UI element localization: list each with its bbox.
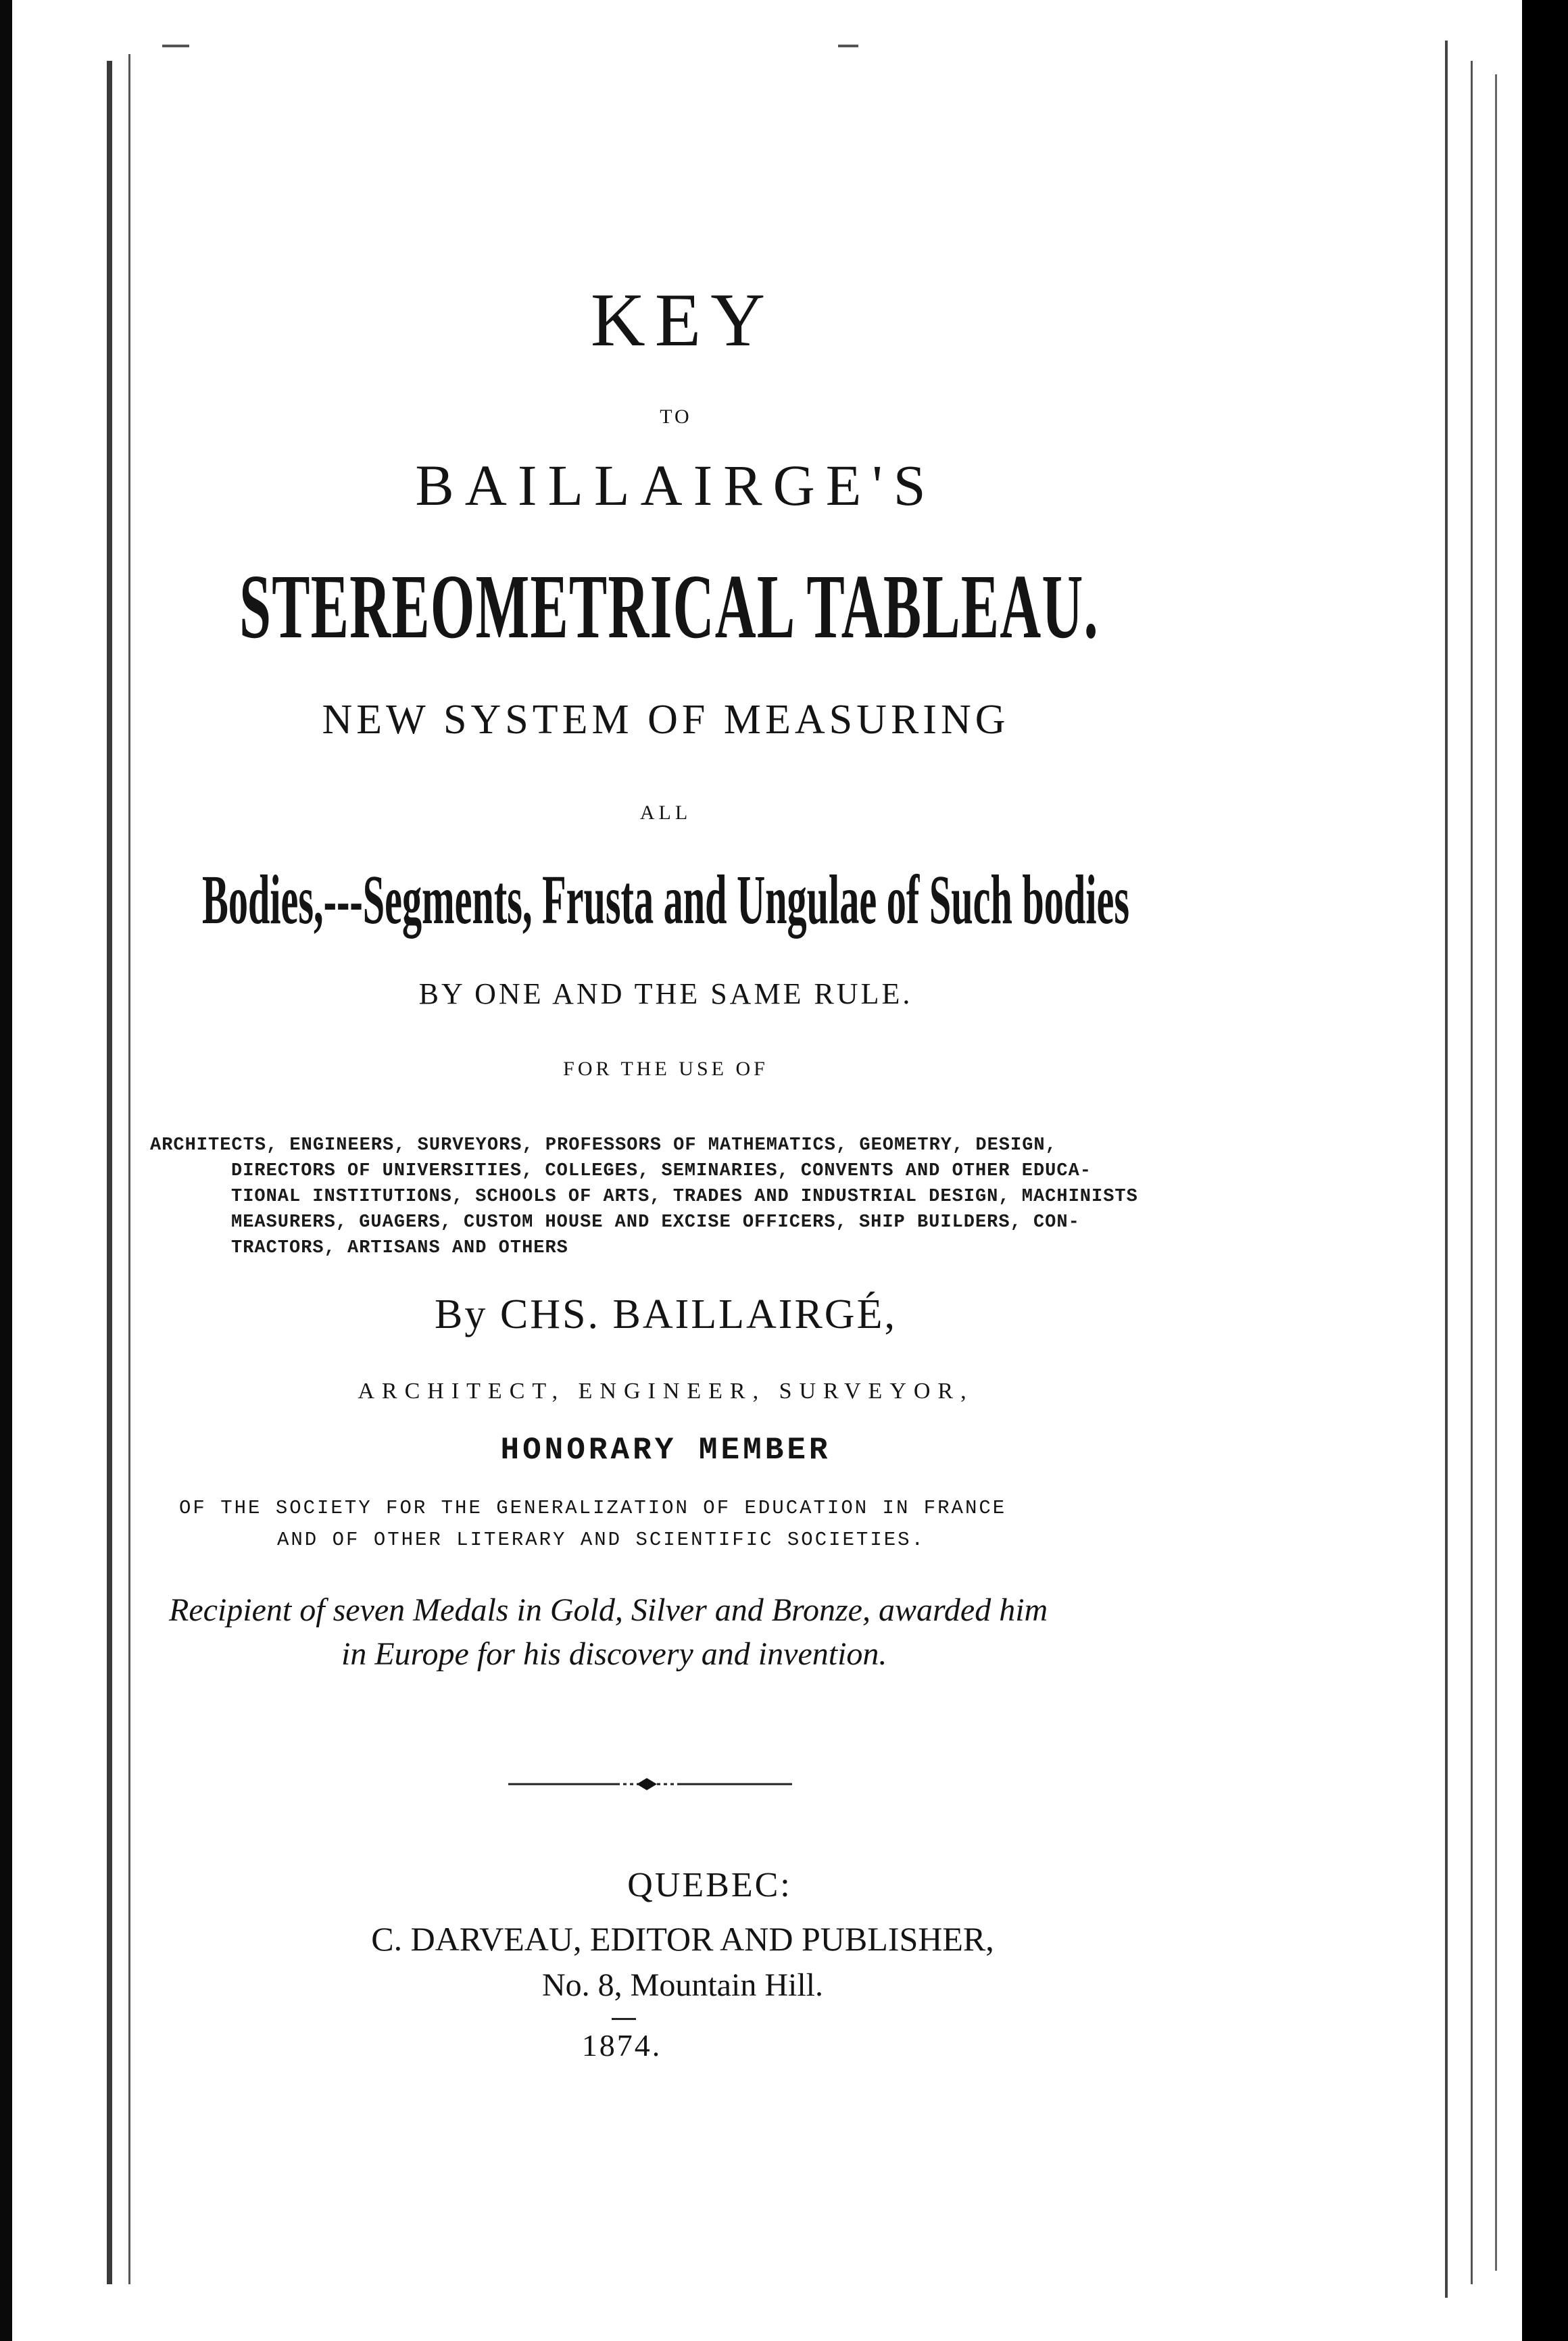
title-to: TO	[660, 405, 692, 428]
page-edge-line	[1495, 74, 1497, 2271]
medals-line: Recipient of seven Medals in Gold, Silver and Bronze, awarded him	[169, 1592, 1048, 1628]
scan-border-right	[1522, 0, 1568, 2341]
page-edge-line	[1445, 41, 1448, 2298]
imprint-place: QUEBEC:	[627, 1866, 792, 1904]
medals-line: in Europe for his discovery and invention.	[341, 1636, 887, 1672]
society-line: AND OF OTHER LITERARY AND SCIENTIFIC SOCIETIES.	[277, 1529, 925, 1551]
bodies-heading: Bodies,---Segments, Frusta and Ungulae of Such bodies	[201, 861, 1130, 939]
author-byline: By CHS. BAILLAIRGÉ,	[435, 1291, 897, 1337]
for-use-line: FOR THE USE OF	[563, 1058, 768, 1080]
imprint-address: No. 8, Mountain Hill.	[542, 1967, 823, 2003]
scan-artifact	[838, 45, 858, 47]
professions-line: ARCHITECTS, ENGINEERS, SURVEYORS, PROFESSORS OF MATHEMATICS, GEOMETRY, DESIGN,	[150, 1135, 1057, 1156]
page-edge-line	[1471, 61, 1473, 2284]
professions-line: DIRECTORS OF UNIVERSITIES, COLLEGES, SEMINARIES, CONVENTS AND OTHER EDUCA-	[231, 1161, 1092, 1181]
short-rule	[612, 2018, 636, 2020]
professions-line: TRACTORS, ARTISANS AND OTHERS	[231, 1238, 568, 1258]
imprint-publisher: C. DARVEAU, EDITOR AND PUBLISHER,	[371, 1920, 994, 1958]
scan-artifact	[162, 45, 189, 47]
author-roles: ARCHITECT, ENGINEER, SURVEYOR,	[358, 1379, 974, 1404]
honorary-member: HONORARY MEMBER	[500, 1433, 831, 1468]
title-key: KEY	[590, 278, 775, 362]
ornamental-divider	[508, 1775, 792, 1793]
title-author-possessive: BAILLAIRGE'S	[415, 453, 937, 518]
imprint-year: 1874.	[581, 2028, 662, 2063]
binding-gutter-line	[107, 61, 112, 2284]
main-title: STEREOMETRICAL TABLEAU.	[239, 556, 1099, 658]
same-rule-line: BY ONE AND THE SAME RULE.	[418, 977, 913, 1010]
scan-border-left	[0, 0, 12, 2341]
binding-gutter-line	[128, 54, 130, 2284]
professions-line: MEASURERS, GUAGERS, CUSTOM HOUSE AND EXCISE OFFICERS, SHIP BUILDERS, CON-	[231, 1212, 1080, 1233]
subtitle-all: ALL	[639, 802, 692, 824]
professions-line: TIONAL INSTITUTIONS, SCHOOLS OF ARTS, TRADES AND INDUSTRIAL DESIGN, MACHINISTS	[231, 1187, 1138, 1207]
subtitle: NEW SYSTEM OF MEASURING	[322, 697, 1010, 743]
society-line: OF THE SOCIETY FOR THE GENERALIZATION OF EDUCATION IN FRANCE	[179, 1497, 1007, 1519]
